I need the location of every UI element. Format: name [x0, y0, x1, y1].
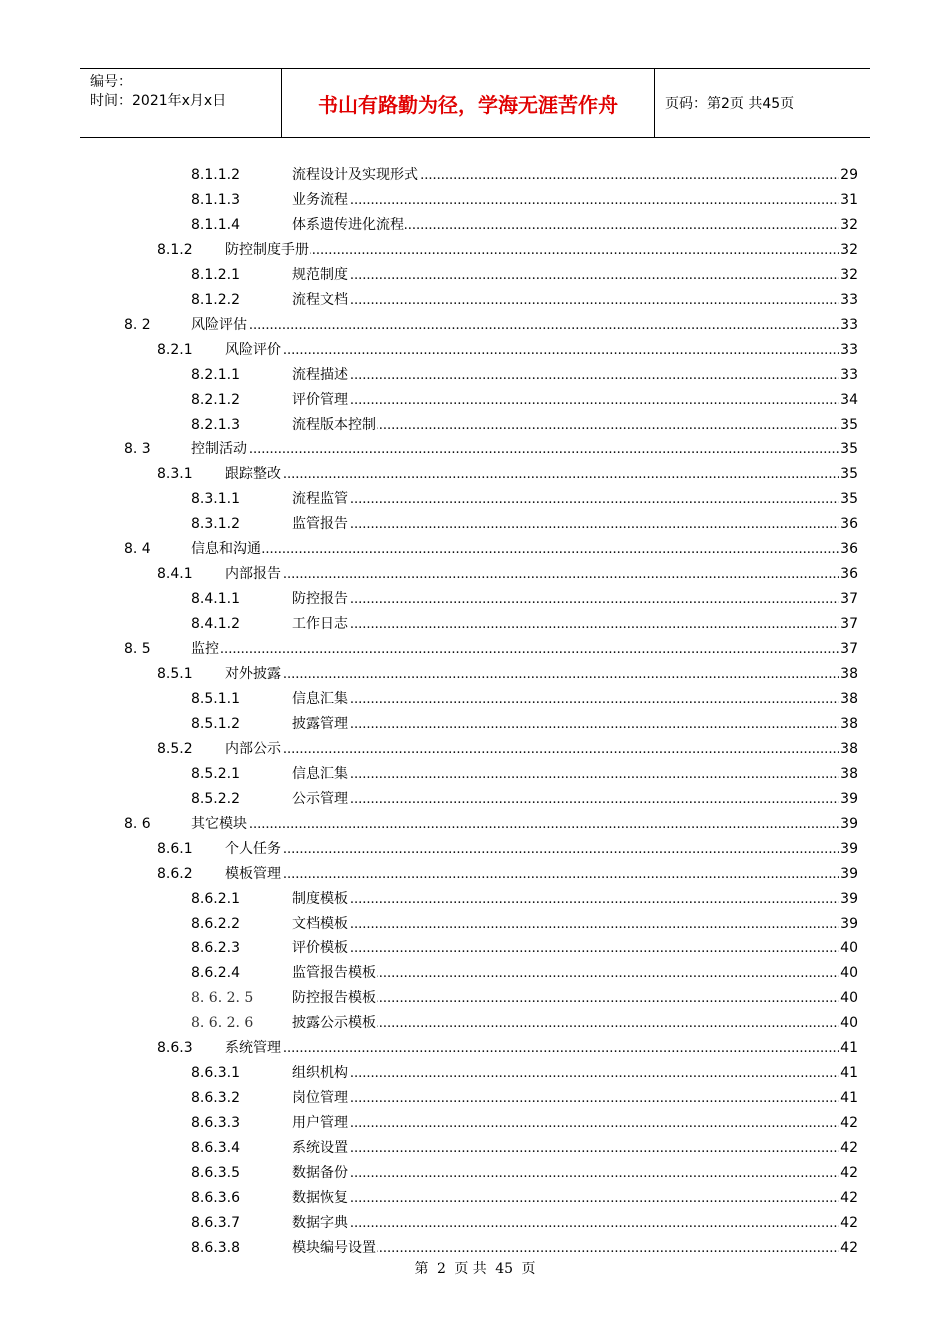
toc-entry-number: 8.5.2	[157, 740, 193, 757]
toc-leader-dots	[292, 690, 840, 708]
toc-entry-title: 系统管理	[225, 1040, 281, 1057]
toc-entry-title: 披露公示模板	[292, 1015, 376, 1032]
footer-page: 2	[436, 1261, 446, 1277]
header-left-cell	[80, 69, 282, 137]
toc-entry-number: 8.5.1.1	[191, 690, 240, 707]
toc-entry[interactable]	[0, 235, 950, 259]
toc-entry-number: 8.2.1.1	[191, 366, 240, 383]
toc-entry-title: 防控制度手册	[225, 241, 309, 258]
toc-entry-number: 8.6.3.7	[191, 1214, 240, 1231]
toc-entry-number: 8.6.3.3	[191, 1115, 240, 1132]
toc-entry-page: 36	[840, 541, 858, 558]
toc-entry-number: 8.3.1.2	[191, 516, 240, 533]
toc-entry[interactable]	[0, 859, 950, 883]
toc-entry-page: 39	[840, 840, 858, 857]
toc-entry-title: 监控	[191, 641, 219, 658]
toc-leader-dots	[292, 915, 840, 933]
toc-entry-page: 41	[840, 1040, 858, 1057]
toc-entry-page: 42	[840, 1214, 858, 1231]
toc-entry-page: 35	[840, 466, 858, 483]
toc-entry-title: 模块编号设置	[292, 1239, 376, 1256]
toc-entry-page: 41	[840, 1090, 858, 1107]
toc-entry[interactable]	[0, 459, 950, 483]
toc-entry-title: 风险评估	[191, 316, 247, 333]
toc-entry-title: 监管报告模板	[292, 965, 376, 982]
toc-entry[interactable]	[0, 285, 950, 309]
toc-entry-number: 8. 6. 2. 6	[191, 1015, 254, 1032]
toc-entry-number: 8.6.3.5	[191, 1165, 240, 1181]
toc-entry-page: 34	[840, 391, 858, 408]
footer-mid: 页 共	[454, 1261, 487, 1277]
toc-entry[interactable]	[0, 310, 950, 334]
toc-entry[interactable]	[0, 1108, 950, 1132]
toc-entry[interactable]	[0, 434, 950, 458]
toc-entry-number: 8.5.2.1	[191, 765, 240, 782]
toc-entry-page: 41	[840, 1065, 858, 1082]
toc-leader-dots	[292, 1139, 840, 1157]
toc-entry-number: 8.6.3	[157, 1040, 193, 1057]
toc-entry[interactable]	[0, 509, 950, 533]
page-header	[80, 68, 870, 138]
toc-entry-number: 8. 4	[124, 541, 151, 558]
toc-entry-page: 42	[840, 1140, 858, 1157]
toc-leader-dots	[292, 266, 840, 284]
toc-entry-title: 信息汇集	[292, 765, 348, 782]
toc-entry-number: 8.6.1	[157, 840, 193, 857]
toc-entry-title: 公示管理	[292, 790, 348, 807]
toc-leader-dots	[292, 790, 840, 808]
toc-entry[interactable]	[0, 335, 950, 359]
toc-entry-number: 8. 6. 2. 5	[191, 990, 254, 1007]
toc-leader-dots	[292, 1164, 840, 1182]
toc-entry-number: 8. 5	[124, 641, 151, 658]
toc-leader-dots	[292, 490, 840, 508]
toc-entry-title: 流程版本控制	[292, 416, 376, 433]
toc-entry-number: 8.5.1.2	[191, 715, 240, 732]
toc-entry-title: 数据字典	[292, 1214, 348, 1231]
toc-entry[interactable]	[0, 709, 950, 733]
toc-entry-number: 8.6.2.4	[191, 965, 240, 982]
toc-entry-page: 29	[840, 167, 858, 183]
page-footer	[0, 1258, 950, 1278]
toc-entry-page: 42	[840, 1115, 858, 1132]
toc-entry-page: 33	[840, 291, 858, 308]
toc-entry-page: 35	[840, 416, 858, 433]
toc-entry[interactable]	[0, 609, 950, 633]
toc-leader-dots	[191, 640, 840, 658]
toc-entry-title: 评价管理	[292, 391, 348, 408]
toc-entry[interactable]	[0, 659, 950, 683]
footer-suffix: 页	[521, 1261, 536, 1277]
toc-entry[interactable]	[0, 210, 950, 234]
toc-entry-title: 其它模块	[191, 815, 247, 832]
toc-leader-dots	[292, 1064, 840, 1082]
toc-entry-title: 流程描述	[292, 366, 348, 383]
toc-leader-dots	[292, 1089, 840, 1107]
toc-entry-page: 40	[840, 990, 858, 1007]
toc-entry-number: 8.6.2.1	[191, 890, 240, 907]
toc-entry-page: 38	[840, 765, 858, 782]
toc-leader-dots	[292, 515, 840, 533]
toc-entry-page: 32	[840, 266, 858, 283]
toc-entry-number: 8.6.3.8	[191, 1239, 240, 1256]
toc-leader-dots	[225, 465, 840, 483]
toc-entry[interactable]	[0, 809, 950, 833]
toc-entry-title: 文档模板	[292, 915, 348, 932]
toc-entry[interactable]	[0, 634, 950, 658]
toc-entry-page: 32	[840, 241, 858, 258]
toc-entry[interactable]	[0, 1158, 950, 1182]
toc-entry-number: 8.6.3.4	[191, 1140, 240, 1157]
toc-entry-page: 42	[840, 1165, 858, 1181]
toc-entry-page: 38	[840, 666, 858, 682]
toc-leader-dots	[292, 590, 840, 608]
toc-entry[interactable]	[0, 1183, 950, 1207]
toc-leader-dots	[225, 565, 840, 583]
toc-entry-number: 8. 2	[124, 316, 151, 333]
toc-entry-title: 对外披露	[225, 666, 281, 682]
toc-entry[interactable]	[0, 909, 950, 933]
toc-leader-dots	[225, 840, 840, 858]
toc-entry-title: 防控报告模板	[292, 990, 376, 1007]
toc-entry-number: 8.4.1.2	[191, 616, 240, 633]
toc-leader-dots	[292, 366, 840, 384]
toc-entry[interactable]	[0, 958, 950, 982]
toc-entry[interactable]	[0, 684, 950, 708]
toc-entry-page: 38	[840, 715, 858, 732]
toc-entry-title: 制度模板	[292, 890, 348, 907]
toc-entry-title: 工作日志	[292, 616, 348, 633]
toc-entry-title: 流程设计及实现形式	[292, 167, 418, 183]
toc-leader-dots	[225, 241, 840, 259]
toc-entry[interactable]	[0, 933, 950, 957]
toc-entry-title: 流程监管	[292, 491, 348, 508]
toc-entry-title: 评价模板	[292, 940, 348, 957]
toc-entry[interactable]	[0, 360, 950, 384]
toc-entry-number: 8.1.2.2	[191, 291, 240, 308]
toc-entry-page: 31	[840, 191, 858, 208]
toc-entry[interactable]	[0, 260, 950, 284]
toc-entry-number: 8.1.2.1	[191, 266, 240, 283]
toc-entry-title: 流程文档	[292, 291, 348, 308]
toc-entry-title: 数据恢复	[292, 1189, 348, 1206]
toc-entry[interactable]	[0, 1033, 950, 1057]
footer-prefix: 第	[414, 1261, 429, 1277]
toc-entry-number: 8.6.3.1	[191, 1065, 240, 1082]
toc-entry[interactable]	[0, 1233, 950, 1257]
toc-entry-page: 38	[840, 740, 858, 757]
toc-entry-title: 内部公示	[225, 740, 281, 757]
toc-entry-page: 39	[840, 890, 858, 907]
toc-leader-dots	[292, 291, 840, 309]
motto-text: 书山有路勤为径，学海无涯苦作舟	[318, 92, 618, 117]
toc-entry-number: 8.1.1.3	[191, 191, 240, 208]
toc-entry-title: 信息汇集	[292, 690, 348, 707]
date-label: 时间：2021年x月x日	[90, 93, 227, 109]
toc-entry-number: 8.2.1.2	[191, 391, 240, 408]
toc-entry-title: 岗位管理	[292, 1090, 348, 1107]
toc-entry-page: 40	[840, 940, 858, 957]
toc-entry-page: 37	[840, 641, 858, 658]
number-label: 编号：	[90, 74, 132, 90]
toc-leader-dots	[191, 316, 840, 334]
toc-entry[interactable]	[0, 1208, 950, 1232]
toc-entry-title: 内部报告	[225, 566, 281, 583]
toc-leader-dots	[292, 1214, 840, 1232]
toc-leader-dots	[225, 341, 840, 359]
toc-entry-page: 32	[840, 216, 858, 233]
toc-entry[interactable]	[0, 834, 950, 858]
toc-leader-dots	[292, 391, 840, 409]
toc-entry-title: 用户管理	[292, 1115, 348, 1132]
toc-entry[interactable]	[0, 734, 950, 758]
toc-entry[interactable]	[0, 160, 950, 184]
toc-leader-dots	[292, 1114, 840, 1132]
toc-entry-page: 37	[840, 591, 858, 608]
toc-entry-page: 40	[840, 965, 858, 982]
toc-entry-number: 8.2.1.3	[191, 416, 240, 433]
toc-entry-page: 39	[840, 915, 858, 932]
toc-entry-title: 业务流程	[292, 191, 348, 208]
toc-leader-dots	[292, 615, 840, 633]
toc-entry-number: 8.6.2	[157, 865, 193, 882]
toc-leader-dots	[225, 665, 840, 683]
toc-entry[interactable]	[0, 884, 950, 908]
toc-entry[interactable]	[0, 584, 950, 608]
toc-entry-number: 8.6.2.2	[191, 915, 240, 932]
toc-entry[interactable]	[0, 185, 950, 209]
toc-entry-page: 33	[840, 366, 858, 383]
toc-entry-number: 8. 3	[124, 441, 151, 458]
toc-entry-page: 35	[840, 441, 858, 458]
toc-entry-title: 信息和沟通	[191, 541, 261, 558]
toc-leader-dots	[292, 715, 840, 733]
toc-leader-dots	[292, 765, 840, 783]
toc-entry-number: 8.6.3.2	[191, 1090, 240, 1107]
toc-leader-dots	[292, 890, 840, 908]
toc-entry-title: 个人任务	[225, 840, 281, 857]
toc-leader-dots	[292, 1189, 840, 1207]
toc-entry-title: 系统设置	[292, 1140, 348, 1157]
toc-entry-page: 39	[840, 790, 858, 807]
toc-entry-page: 37	[840, 616, 858, 633]
toc-entry-number: 8.6.2.3	[191, 940, 240, 957]
toc-entry-page: 36	[840, 566, 858, 583]
toc-entry[interactable]	[0, 410, 950, 434]
toc-entry[interactable]	[0, 1058, 950, 1082]
header-motto-cell	[282, 69, 655, 137]
toc-leader-dots	[225, 740, 840, 758]
toc-entry-title: 组织机构	[292, 1065, 348, 1082]
toc-entry-page: 39	[840, 815, 858, 832]
toc-entry-page: 39	[840, 865, 858, 882]
toc-entry-title: 体系遗传进化流程	[292, 216, 404, 233]
toc-leader-dots	[191, 540, 840, 558]
toc-entry-number: 8.3.1	[157, 466, 193, 483]
toc-entry[interactable]	[0, 759, 950, 783]
toc-entry-number: 8. 6	[124, 815, 151, 832]
toc-entry-title: 规范制度	[292, 266, 348, 283]
toc-leader-dots	[191, 440, 840, 458]
toc-entry-number: 8.1.1.4	[191, 216, 240, 233]
toc-leader-dots	[292, 939, 840, 957]
toc-entry-page: 35	[840, 491, 858, 508]
toc-entry-number: 8.5.1	[157, 666, 193, 682]
toc-entry-title: 跟踪整改	[225, 466, 281, 483]
page-info: 页码：第2页 共45页	[665, 96, 795, 112]
toc-entry-page: 33	[840, 316, 858, 333]
toc-entry[interactable]	[0, 385, 950, 409]
toc-entry-title: 披露管理	[292, 715, 348, 732]
toc-entry[interactable]	[0, 1083, 950, 1107]
toc-entry-title: 数据备份	[292, 1165, 348, 1181]
toc-entry-number: 8.5.2.2	[191, 790, 240, 807]
footer-total: 45	[495, 1261, 514, 1277]
toc-leader-dots	[225, 865, 840, 883]
toc-entry-page: 38	[840, 690, 858, 707]
toc-entry[interactable]	[0, 484, 950, 508]
toc-entry-page: 33	[840, 341, 858, 358]
toc-entry[interactable]	[0, 784, 950, 808]
toc-entry[interactable]	[0, 559, 950, 583]
toc-entry[interactable]	[0, 534, 950, 558]
toc-entry-page: 40	[840, 1015, 858, 1032]
toc-entry-number: 8.2.1	[157, 341, 193, 358]
toc-entry-page: 42	[840, 1239, 858, 1256]
toc-entry[interactable]	[0, 1008, 950, 1032]
toc-leader-dots	[225, 1039, 840, 1057]
toc-entry-title: 模板管理	[225, 865, 281, 882]
toc-entry[interactable]	[0, 1133, 950, 1157]
toc-entry-number: 8.3.1.1	[191, 491, 240, 508]
toc-leader-dots	[292, 191, 840, 209]
toc-entry-number: 8.6.3.6	[191, 1189, 240, 1206]
toc-entry-number: 8.4.1	[157, 566, 193, 583]
toc-entry-number: 8.1.2	[157, 241, 193, 258]
toc-leader-dots	[191, 815, 840, 833]
toc-entry-page: 42	[840, 1189, 858, 1206]
toc-entry-number: 8.4.1.1	[191, 591, 240, 608]
toc-entry[interactable]	[0, 983, 950, 1007]
toc-entry-title: 风险评价	[225, 341, 281, 358]
toc-entry-page: 36	[840, 516, 858, 533]
toc-entry-title: 防控报告	[292, 591, 348, 608]
header-page-cell	[655, 69, 870, 137]
toc-entry-title: 控制活动	[191, 441, 247, 458]
toc-entry-number: 8.1.1.2	[191, 167, 240, 183]
toc-entry-title: 监管报告	[292, 516, 348, 533]
